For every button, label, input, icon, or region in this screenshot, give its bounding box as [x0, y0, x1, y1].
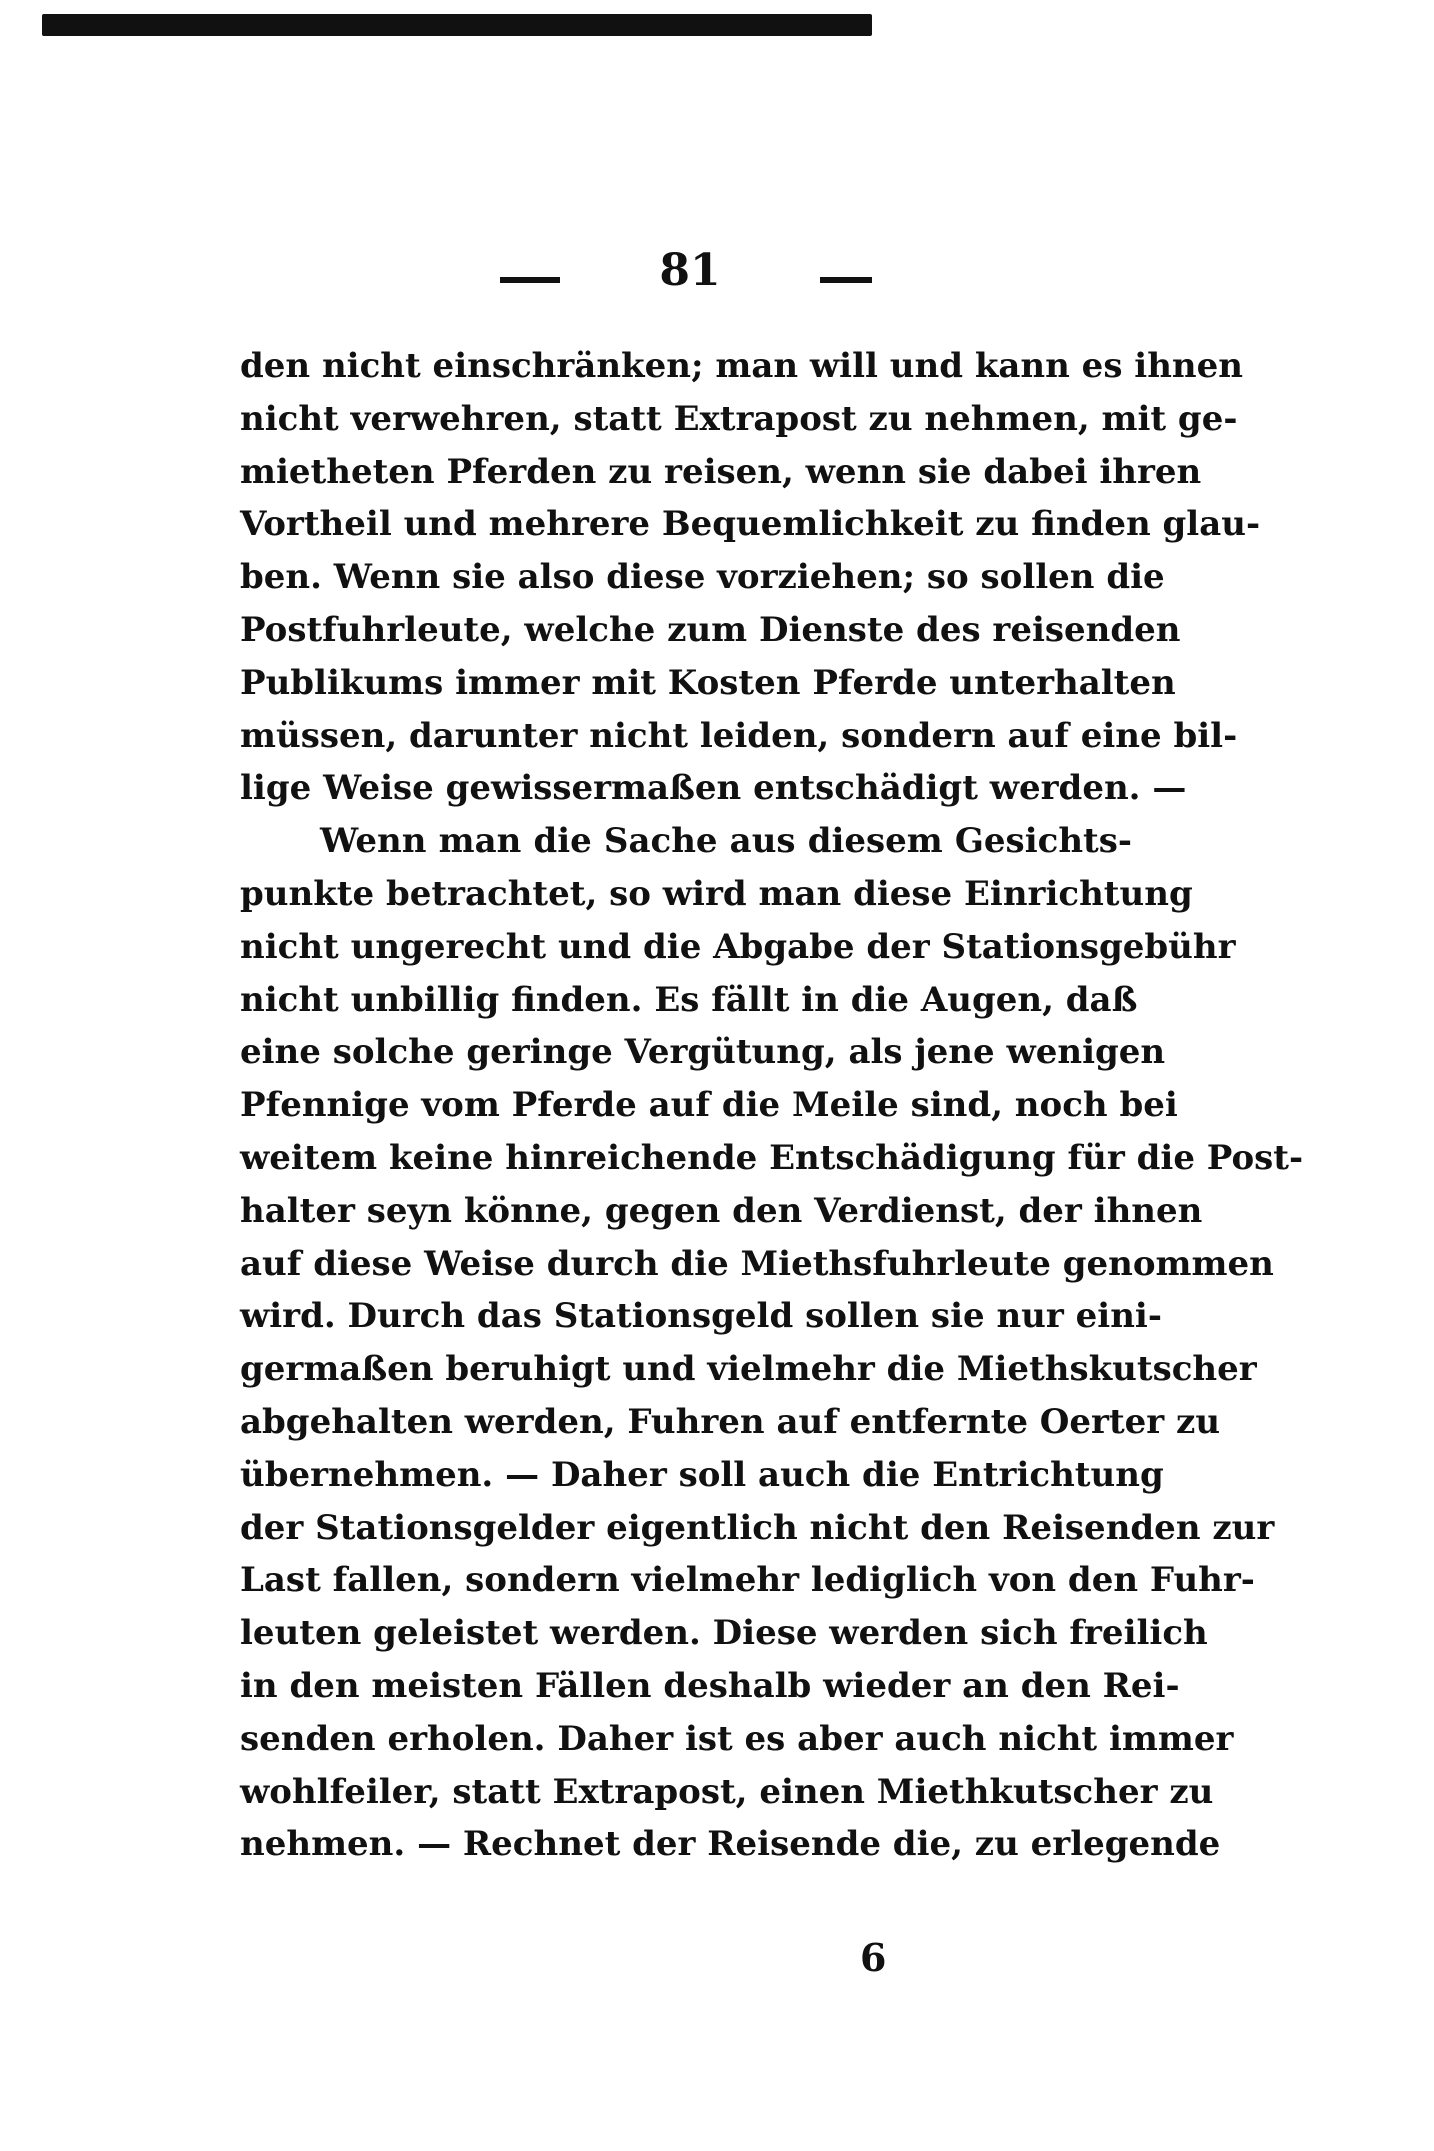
- top-scan-border: [42, 14, 872, 36]
- body-text: [240, 340, 1304, 1871]
- text-line: müssen, darunter nicht leiden, sondern auf eine bil-: [240, 715, 1238, 756]
- text-line: Pfennige vom Pferde auf die Meile sind, noch bei: [240, 1085, 1178, 1126]
- text-line: punkte betrachtet, so wird man diese Einrichtung: [240, 873, 1193, 914]
- text-line: lige Weise gewissermaßen entschädigt werden. —: [240, 768, 1187, 809]
- text-line: übernehmen. — Daher soll auch die Entrichtung: [240, 1454, 1164, 1495]
- text-line: halter seyn könne, gegen den Verdienst, der ihnen: [240, 1190, 1203, 1231]
- text-line: nicht verwehren, statt Extrapost zu nehmen, mit ge-: [240, 398, 1238, 439]
- header-dash-left: [500, 277, 560, 283]
- text-line: der Stationsgelder eigentlich nicht den Reisenden zur: [240, 1507, 1275, 1548]
- text-line: nehmen. — Rechnet der Reisende die, zu erlegende: [240, 1824, 1221, 1865]
- text-line: Publikums immer mit Kosten Pferde unterhalten: [240, 662, 1176, 703]
- text-line: senden erholen. Daher ist es aber auch nicht immer: [240, 1718, 1234, 1759]
- text-line: wird. Durch das Stationsgeld sollen sie nur eini-: [240, 1296, 1162, 1337]
- text-line: abgehalten werden, Fuhren auf entfernte Oerter zu: [240, 1401, 1221, 1442]
- signature-mark: 6: [860, 1935, 887, 1980]
- text-line: nicht ungerecht und die Abgabe der Stationsgebühr: [240, 926, 1236, 967]
- text-line: weitem keine hinreichende Entschädigung für die Post-: [240, 1137, 1304, 1178]
- text-line: mietheten Pferden zu reisen, wenn sie dabei ihren: [240, 451, 1202, 492]
- text-line: den nicht einschränken; man will und kann es ihnen: [240, 346, 1243, 386]
- text-line: Wenn man die Sache aus diesem Gesichts-: [320, 821, 1132, 862]
- page-header: [0, 245, 1434, 315]
- header-dash-right: [820, 277, 872, 283]
- text-line: nicht unbillig finden. Es fällt in die Augen, daß: [240, 979, 1138, 1020]
- text-line: Postfuhrleute, welche zum Dienste des reisenden: [240, 609, 1181, 650]
- text-line: leuten geleistet werden. Diese werden sich freilich: [240, 1613, 1208, 1654]
- text-line: Vortheil und mehrere Bequemlichkeit zu finden glau-: [240, 504, 1261, 545]
- text-line: in den meisten Fällen deshalb wieder an den Rei-: [240, 1665, 1180, 1706]
- text-line: auf diese Weise durch die Miethsfuhrleute genommen: [240, 1243, 1274, 1284]
- text-line: eine solche geringe Vergütung, als jene wenigen: [240, 1032, 1166, 1073]
- page-number: 81: [659, 245, 721, 296]
- text-line: ben. Wenn sie also diese vorziehen; so sollen die: [240, 557, 1165, 598]
- text-line: Last fallen, sondern vielmehr lediglich von den Fuhr-: [240, 1560, 1255, 1601]
- text-line: germaßen beruhigt und vielmehr die Miethskutscher: [240, 1349, 1257, 1390]
- text-line: wohlfeiler, statt Extrapost, einen Miethkutscher zu: [240, 1771, 1214, 1812]
